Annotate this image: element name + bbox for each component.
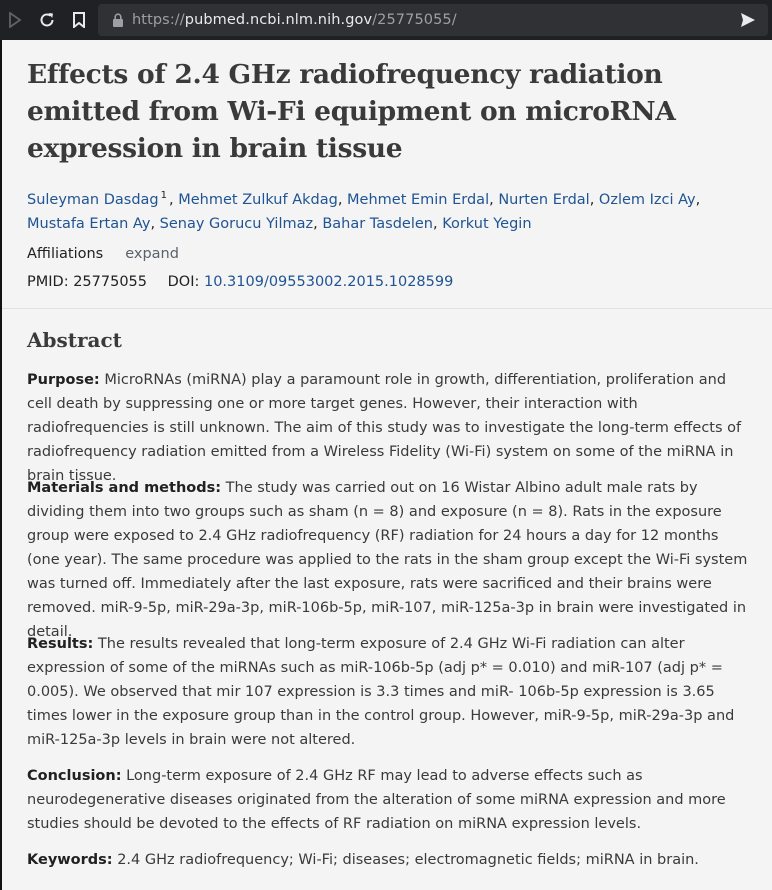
author-link[interactable]: Bahar Tasdelen bbox=[322, 216, 433, 232]
reload-icon[interactable] bbox=[36, 9, 58, 31]
browser-toolbar bbox=[0, 0, 772, 40]
address-bar[interactable] bbox=[98, 4, 768, 36]
abstract-conclusion: Conclusion: Long-term exposure of 2.4 GHz RF may lead to adverse effects such as neurodegenerative diseases originated from the alteration of some miRNA expression and more studies should be devoted to the effects of RF radiation on miRNA expression levels. bbox=[27, 768, 726, 832]
author-list: Suleyman Dasdag $^1$ , Mehmet Zulkuf Akdag, Mehmet Emin Erdal, Nurten Erdal, Ozlem Izci Ay, Mustafa Ertan Ay, Senay Gorucu Yilmaz, Bahar Tasdelen, Korkut Yegin bbox=[27, 190, 701, 232]
bookmark-icon[interactable] bbox=[68, 9, 90, 31]
author-link[interactable]: Mustafa Ertan Ay bbox=[27, 216, 151, 232]
affiliations-label: Affiliations bbox=[27, 246, 104, 262]
author-link[interactable]: Mehmet Zulkuf Akdag bbox=[178, 192, 338, 208]
affiliations-expand-button[interactable]: expand bbox=[125, 246, 179, 262]
author-link[interactable]: Suleyman Dasdag bbox=[27, 192, 159, 208]
pmid-label: PMID: bbox=[27, 274, 69, 290]
pmid-value: 25775055 bbox=[73, 274, 148, 290]
forward-icon[interactable] bbox=[4, 9, 26, 31]
window-edge bbox=[0, 40, 2, 890]
abstract-methods: Materials and methods: The study was carried out on 16 Wistar Albino adult male rats by dividing them into two groups such as sham (n = 8) and exposure (n = 8). Rats in the exposure group were exposed to 2.4 GHz radiofrequency (RF) radiation for 24 hours a day for 12 months (one year). The same procedure was applied to the rats in the sham group except the Wi-Fi system was turned off. Immediately after the last exposure, rats were sacrificed and their brains were removed. miR-9-5p, miR-29a-3p, miR-106b-5p, miR-107, miR-125a-3p in brain were investigated in detail. bbox=[27, 480, 748, 640]
abstract-heading: Abstract bbox=[27, 328, 122, 352]
lock-icon bbox=[112, 13, 124, 27]
author-link[interactable]: Mehmet Emin Erdal bbox=[347, 192, 490, 208]
abstract-keywords: Keywords: 2.4 GHz radiofrequency; Wi-Fi; diseases; electromagnetic fields; miRNA in brain. bbox=[27, 852, 699, 868]
url-text: https://pubmed.ncbi.nlm.nih.gov/25775055/ bbox=[132, 12, 457, 28]
author-link[interactable]: Senay Gorucu Yilmaz bbox=[159, 216, 314, 232]
abstract-purpose: Purpose: MicroRNAs (miRNA) play a paramount role in growth, differentiation, proliferation and cell death by suppressing one or more target genes. However, their interaction with radiofrequencies is still unknown. The aim of this study was to investigate the long-term effects of radiofrequency radiation emitted from a Wireless Fidelity (Wi-Fi) system on some of the miRNA in brain tissue. bbox=[27, 372, 742, 484]
author-link[interactable]: Korkut Yegin bbox=[442, 216, 532, 232]
author-link[interactable]: Nurten Erdal bbox=[498, 192, 590, 208]
identifiers-row bbox=[27, 274, 453, 290]
affiliations-row bbox=[27, 246, 179, 262]
author-link[interactable]: Ozlem Izci Ay bbox=[598, 192, 696, 208]
doi-link[interactable]: 10.3109/09553002.2015.1028599 bbox=[203, 274, 454, 290]
divider bbox=[0, 308, 772, 309]
affiliation-sup[interactable]: 1 bbox=[160, 190, 168, 201]
article-title: Effects of 2.4 GHz radiofrequency radiation emitted from Wi-Fi equipment on microRNA expression in brain tissue bbox=[27, 59, 676, 164]
page-content bbox=[0, 40, 772, 890]
doi-label: DOI: bbox=[167, 274, 200, 290]
abstract-results: Results: The results revealed that long-term exposure of 2.4 GHz Wi-Fi radiation can alter expression of some of the miRNAs such as miR-106b-5p (adj p* = 0.010) and miR-107 (adj p* = 0.005). We observed that mir 107 expression is 3.3 times and miR- 106b-5p expression is 3.65 times lower in the exposure group than in the control group. However, miR-9-5p, miR-29a-3p and miR-125a-3p levels in brain were not altered. bbox=[27, 636, 735, 748]
send-icon[interactable] bbox=[740, 12, 756, 28]
